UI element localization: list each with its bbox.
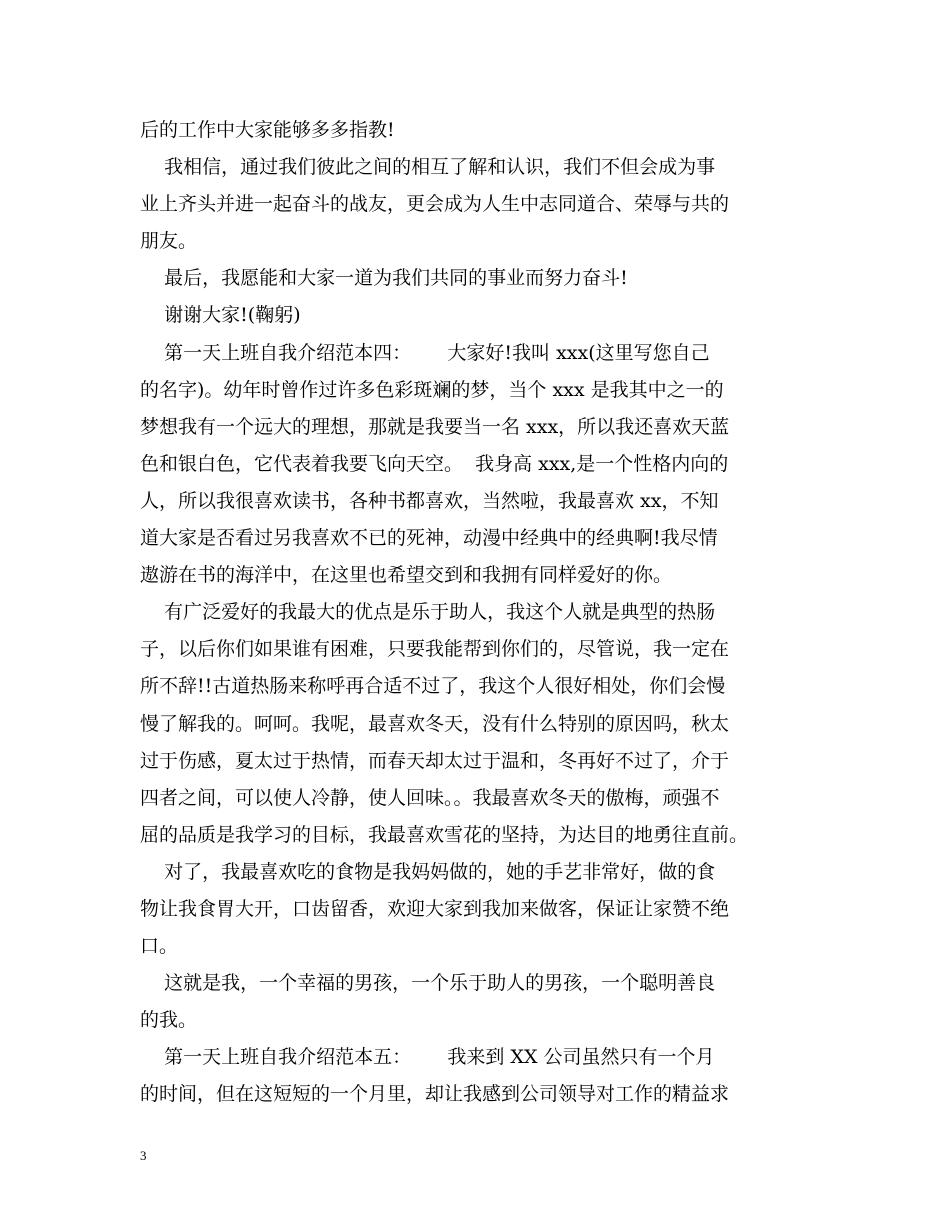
- text-line: 子，以后你们如果谁有困难，只要我能帮到你们的，尽管说，我一定在: [140, 638, 730, 661]
- text-line: 谢谢大家!(鞠躬): [140, 304, 301, 327]
- text-line: 后的工作中大家能够多多指教!: [140, 119, 395, 141]
- text-line: 慢了解我的。呵呵。我呢，最喜欢冬天，没有什么特别的原因吗，秋太: [140, 712, 730, 735]
- text-line: 所不辞!!古道热肠来称呼再合适不过了，我这个人很好相处，你们会慢: [140, 675, 726, 698]
- text-line: 物让我食胃大开，口齿留香，欢迎大家到我加来做客，保证让家赞不绝: [140, 897, 730, 920]
- text-line: 业上齐头并进一起奋斗的战友，更会成为人生中志同道合、荣辱与共的: [140, 193, 730, 216]
- text-line: 屈的品质是我学习的目标，我最喜欢雪花的坚持，为达目的地勇往直前。: [140, 823, 749, 846]
- text-line: 的名字)。幼年时曾作过许多色彩斑斓的梦，当个 xxx 是我其中之一的: [140, 378, 724, 401]
- text-line: 四者之间，可以使人冷静，使人回味。。我最喜欢冬天的傲梅，顽强不: [140, 786, 720, 809]
- text-line: 道大家是否看过另我喜欢不已的死神，动漫中经典中的经典啊!我尽情: [140, 527, 718, 550]
- text-line: 这就是我，一个幸福的男孩，一个乐于助人的男孩，一个聪明善良: [140, 972, 716, 995]
- text-line: 遨游在书的海洋中，在这里也希望交到和我拥有同样爱好的你。: [140, 564, 673, 587]
- text-line: 的我。: [140, 1009, 198, 1032]
- text-line: 过于伤感，夏太过于热情，而春天却太过于温和，冬再好不过了，介于: [140, 749, 730, 772]
- body-text: [140, 112, 815, 1114]
- text-line: 有广泛爱好的我最大的优点是乐于助人，我这个人就是典型的热肠: [140, 601, 716, 624]
- text-line: 第一天上班自我介绍范本五： 我来到 XX 公司虽然只有一个月: [140, 1046, 715, 1069]
- page-number: 3: [140, 1148, 147, 1163]
- text-line: 第一天上班自我介绍范本四： 大家好!我叫 xxx(这里写您自己: [140, 341, 710, 364]
- text-line: 朋友。: [140, 230, 198, 253]
- text-line: 色和银白色，它代表着我要飞向天空。 我身高 xxx,是一个性格内向的: [140, 452, 729, 475]
- text-line: 对了，我最喜欢吃的食物是我妈妈做的，她的手艺非常好，做的食: [140, 860, 716, 883]
- text-line: 口。: [140, 935, 179, 958]
- text-line: 人，所以我很喜欢读书，各种书都喜欢，当然啦，我最喜欢 xx，不知: [140, 489, 719, 512]
- text-line: 最后，我愿能和大家一道为我们共同的事业而努力奋斗!: [140, 267, 628, 290]
- text-line: 的时间，但在这短短的一个月里，却让我感到公司领导对工作的精益求: [140, 1083, 730, 1106]
- text-line: 梦想我有一个远大的理想，那就是我要当一名 xxx，所以我还喜欢天蓝: [140, 415, 730, 438]
- text-line: 我相信，通过我们彼此之间的相互了解和认识，我们不但会成为事: [140, 156, 716, 179]
